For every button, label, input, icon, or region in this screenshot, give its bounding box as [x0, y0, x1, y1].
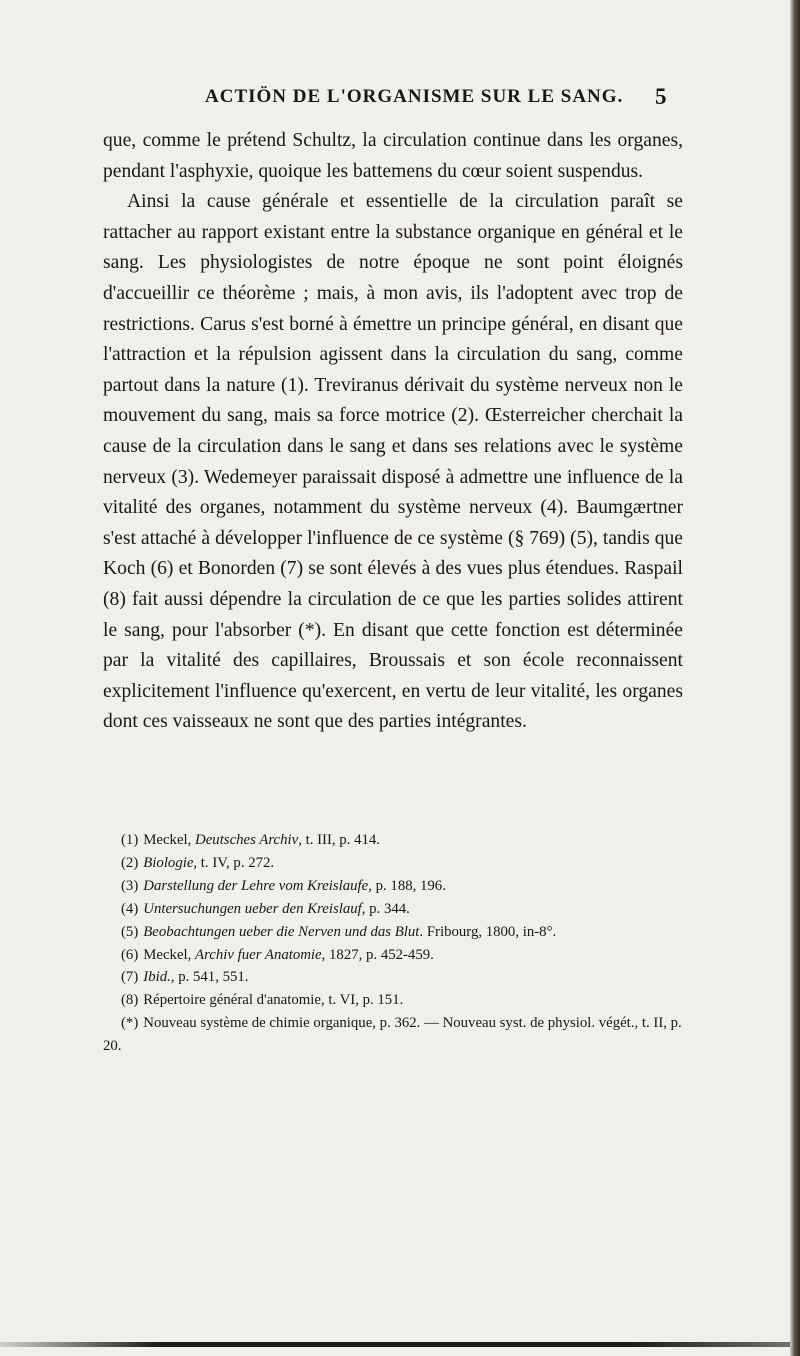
footnote [103, 989, 683, 1012]
footnote-title: Untersuchungen ueber den Kreislauf [143, 900, 362, 917]
footnote [103, 921, 683, 944]
footnote-text: , t. III, p. 414. [298, 832, 380, 848]
footnote-text: Meckel, [143, 832, 196, 848]
footnote-mark: (*) [121, 1015, 139, 1032]
footnote-text: . Fribourg, 1800, in-8°. [419, 923, 557, 940]
running-header: ACTIÖN DE L'ORGANISME SUR LE SANG. [205, 86, 624, 107]
footnote-mark: (7) [121, 969, 139, 986]
footnote-text: , p. 188, 196. [368, 877, 446, 894]
footnote-text: , p. 344. [361, 900, 410, 917]
footnote-mark: (5) [121, 923, 139, 940]
footnote-text: , 1827, p. 452-459. [321, 946, 434, 963]
paragraph: Ainsi la cause générale et essentielle de la circulation paraît se rattacher au rapport existant entre la substance organique en général et le sang. Les physiologistes de notre époque ne sont point éloignés d'accueillir ce théorème ; mais, à mon avis, ils l'adoptent avec trop de restrictions. Carus s'est borné à émettre un principe général, en disant que l'attraction et la répulsion agissent dans la circulation du sang, comme partout dans la nature (1). Treviranus dérivait du système nerveux non le mouvement du sang, mais sa force motrice (2). Œsterreicher cherchait la cause de la circulation dans le sang et dans ses relations avec le système nerveux (3). Wedemeyer paraissait disposé à admettre une influence de la vitalité des organes, notamment du système nerveux (4). Baumgærtner s'est attaché à développer l'influence de ce système (§ 769) (5), tandis que Koch (6) et Bonorden (7) se sont élevés à des vues plus étendues. Raspail (8) fait aussi dépendre la circulation de ce que les parties solides attirent le sang, pour l'absorber (*). En disant que cette fonction est déterminée par la vitalité des capillaires, Broussais et son école reconnaissent explicitement l'influence qu'exercent, en vertu de leur vitalité, les organes dont ces vaisseaux ne sont que des parties intégrantes. [103, 191, 683, 733]
footnote-text: , p. 541, 551. [170, 969, 249, 986]
footnote-text: Meckel, [143, 946, 196, 963]
page-bottom-rule [0, 1342, 790, 1347]
footnote-mark: (8) [121, 992, 139, 1009]
footnote-mark: (6) [121, 946, 139, 963]
paragraph: que, comme le prétend Schultz, la circulation continue dans les organes, pendant l'asphyxie, quoique les battemens du cœur soient suspendus. [103, 130, 683, 182]
footnote-text: Répertoire général d'anatomie, t. VI, p. 151. [143, 992, 404, 1009]
footnote-mark: (3) [121, 877, 139, 894]
footnote [103, 1012, 683, 1058]
footnote-text: Nouveau système de chimie organique, p. 362. — Nouveau syst. de physiol. végét., t. II, p. 20. [103, 1015, 682, 1055]
main-text [103, 126, 683, 738]
footnote [103, 966, 683, 989]
footnote-title: Beobachtungen ueber die Nerven und das Blut [143, 923, 420, 940]
footnote-mark: (2) [121, 854, 139, 871]
footnote-title: Ibid. [143, 969, 171, 986]
footnote-text: , t. IV, p. 272. [193, 854, 275, 871]
footnote [103, 852, 683, 875]
footnote [103, 898, 683, 921]
footnote-title: Darstellung der Lehre vom Kreislaufe [143, 877, 369, 894]
footnotes [103, 829, 683, 1058]
footnote-title: Archiv fuer Anatomie [195, 946, 322, 963]
footnote-mark: (4) [121, 900, 139, 917]
footnote-mark: (1) [121, 832, 139, 848]
footnote-title: Biologie [143, 854, 194, 871]
footnote [103, 829, 683, 852]
footnote-title: Deutsches Archiv [195, 832, 299, 848]
page-number: 5 [655, 84, 667, 109]
page-edge-shadow [790, 0, 800, 1356]
footnote [103, 944, 683, 967]
footnote [103, 875, 683, 898]
